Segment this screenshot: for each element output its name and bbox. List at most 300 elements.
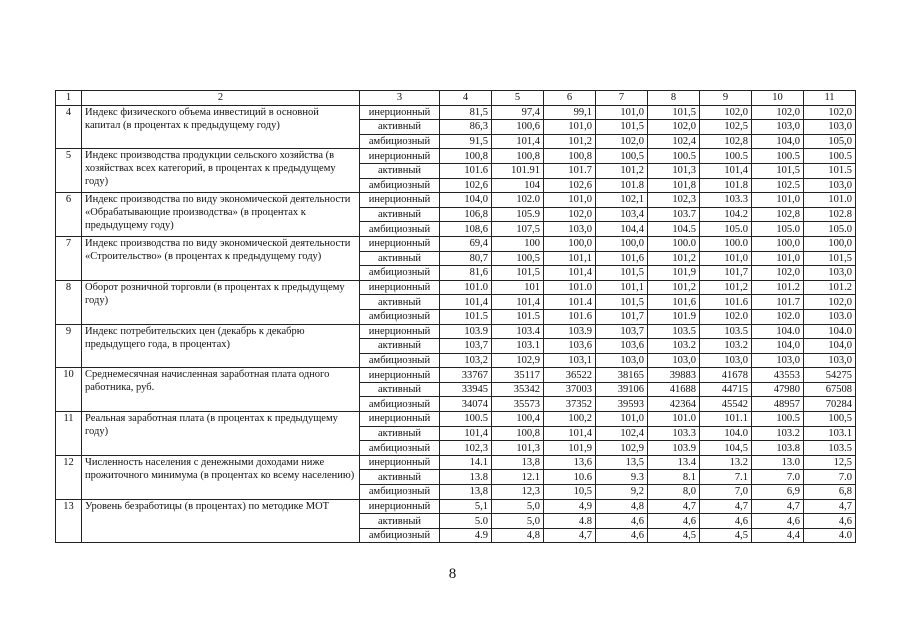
column-header: 7: [596, 91, 648, 106]
row-number: 5: [56, 149, 82, 193]
value-cell: 103.1: [804, 426, 856, 441]
value-cell: 101.2: [752, 280, 804, 295]
value-cell: 4,7: [648, 499, 700, 514]
scenario-label: активный: [360, 426, 440, 441]
value-cell: 101,5: [648, 105, 700, 120]
value-cell: 13,8: [440, 485, 492, 500]
value-cell: 4.0: [804, 528, 856, 543]
scenario-label: инерционный: [360, 412, 440, 427]
value-cell: 7.1: [700, 470, 752, 485]
value-cell: 101.5: [440, 309, 492, 324]
value-cell: 6,9: [752, 485, 804, 500]
indicator-name: Численность населения с денежными доходами ниже прожиточного минимума (в процентах ко всему населению): [82, 455, 360, 499]
value-cell: 101,5: [596, 266, 648, 281]
scenario-label: инерционный: [360, 368, 440, 383]
value-cell: 4,5: [700, 528, 752, 543]
value-cell: 101,6: [648, 295, 700, 310]
value-cell: 104.2: [700, 207, 752, 222]
value-cell: 100,8: [492, 426, 544, 441]
column-header: 3: [360, 91, 440, 106]
scenario-label: амбициозный: [360, 266, 440, 281]
value-cell: 100.0: [700, 236, 752, 251]
scenario-label: активный: [360, 470, 440, 485]
indicator-name: Уровень безработицы (в процентах) по методике МОТ: [82, 499, 360, 543]
value-cell: 103.3: [700, 193, 752, 208]
value-cell: 103,0: [544, 222, 596, 237]
value-cell: 105.0: [752, 222, 804, 237]
value-cell: 102,3: [440, 441, 492, 456]
value-cell: 101,0: [544, 193, 596, 208]
value-cell: 100.5: [752, 149, 804, 164]
page-number: 8: [448, 566, 457, 582]
value-cell: 101.0: [804, 193, 856, 208]
value-cell: 5,0: [492, 499, 544, 514]
value-cell: 103,0: [596, 353, 648, 368]
value-cell: 101,9: [544, 441, 596, 456]
value-cell: 103,0: [648, 353, 700, 368]
table-row: [56, 455, 856, 470]
scenario-label: инерционный: [360, 149, 440, 164]
value-cell: 102,6: [544, 178, 596, 193]
value-cell: 102,4: [596, 426, 648, 441]
value-cell: 104,0: [752, 134, 804, 149]
value-cell: 13,8: [492, 455, 544, 470]
value-cell: 4.8: [544, 514, 596, 529]
value-cell: 101,5: [596, 120, 648, 135]
value-cell: 103.5: [700, 324, 752, 339]
value-cell: 104.5: [648, 222, 700, 237]
value-cell: 80,7: [440, 251, 492, 266]
value-cell: 100,8: [544, 149, 596, 164]
value-cell: 86,3: [440, 120, 492, 135]
value-cell: 101.9: [648, 309, 700, 324]
value-cell: 100.5: [700, 149, 752, 164]
value-cell: 33945: [440, 382, 492, 397]
value-cell: 101,0: [596, 105, 648, 120]
value-cell: 4,5: [648, 528, 700, 543]
value-cell: 101,0: [544, 120, 596, 135]
value-cell: 103,7: [440, 339, 492, 354]
value-cell: 100,0: [804, 236, 856, 251]
value-cell: 7,0: [700, 485, 752, 500]
column-header: 2: [82, 91, 360, 106]
value-cell: 35573: [492, 397, 544, 412]
value-cell: 102,3: [648, 193, 700, 208]
value-cell: 104.0: [700, 426, 752, 441]
value-cell: 103,0: [752, 353, 804, 368]
value-cell: 100.5: [648, 149, 700, 164]
row-number: 11: [56, 412, 82, 456]
value-cell: 10,5: [544, 485, 596, 500]
value-cell: 102,9: [596, 441, 648, 456]
value-cell: 4,6: [752, 514, 804, 529]
value-cell: 103.5: [804, 441, 856, 456]
value-cell: 41688: [648, 382, 700, 397]
value-cell: 41678: [700, 368, 752, 383]
value-cell: 36522: [544, 368, 596, 383]
scenario-label: амбициозный: [360, 441, 440, 456]
indicator-name: Индекс производства продукции сельского хозяйства (в хозяйствах всех категорий, в процентах к предыдущему году): [82, 149, 360, 193]
value-cell: 102.0: [700, 309, 752, 324]
column-header: 5: [492, 91, 544, 106]
value-cell: 35117: [492, 368, 544, 383]
value-cell: 9.3: [596, 470, 648, 485]
value-cell: 101.4: [544, 295, 596, 310]
value-cell: 103,6: [596, 339, 648, 354]
value-cell: 8.1: [648, 470, 700, 485]
value-cell: 13.2: [700, 455, 752, 470]
column-header: 6: [544, 91, 596, 106]
value-cell: 103,0: [804, 120, 856, 135]
scenario-label: инерционный: [360, 455, 440, 470]
value-cell: 4,8: [596, 499, 648, 514]
scenario-label: инерционный: [360, 193, 440, 208]
value-cell: 102,8: [752, 207, 804, 222]
column-header: 4: [440, 91, 492, 106]
value-cell: 91,5: [440, 134, 492, 149]
indicator-name: Индекс производства по виду экономической деятельности «Строительство» (в процентах к предыдущему году): [82, 236, 360, 280]
value-cell: 103,0: [804, 178, 856, 193]
value-cell: 100,5: [596, 149, 648, 164]
value-cell: 101.8: [596, 178, 648, 193]
value-cell: 100.5: [752, 412, 804, 427]
value-cell: 4,7: [700, 499, 752, 514]
scenario-label: инерционный: [360, 324, 440, 339]
value-cell: 101: [492, 280, 544, 295]
value-cell: 101,2: [648, 280, 700, 295]
value-cell: 101.2: [804, 280, 856, 295]
value-cell: 4,8: [492, 528, 544, 543]
value-cell: 102,0: [752, 266, 804, 281]
value-cell: 101,3: [492, 441, 544, 456]
row-number: 12: [56, 455, 82, 499]
value-cell: 102.0: [752, 309, 804, 324]
value-cell: 102,6: [440, 178, 492, 193]
value-cell: 13.4: [648, 455, 700, 470]
value-cell: 100,6: [492, 120, 544, 135]
value-cell: 103.9: [648, 441, 700, 456]
value-cell: 102,0: [544, 207, 596, 222]
value-cell: 101,9: [648, 266, 700, 281]
value-cell: 101.6: [440, 163, 492, 178]
table-row: [56, 105, 856, 120]
value-cell: 102,0: [804, 105, 856, 120]
value-cell: 39106: [596, 382, 648, 397]
value-cell: 69,4: [440, 236, 492, 251]
indicator-name: Индекс потребительских цен (декабрь к декабрю предыдущего года, в процентах): [82, 324, 360, 368]
header-row: [56, 91, 856, 106]
value-cell: 39883: [648, 368, 700, 383]
value-cell: 101,0: [596, 412, 648, 427]
scenario-label: инерционный: [360, 236, 440, 251]
value-cell: 37003: [544, 382, 596, 397]
row-number: 13: [56, 499, 82, 543]
value-cell: 101.0: [648, 412, 700, 427]
value-cell: 101,2: [596, 163, 648, 178]
value-cell: 100.0: [648, 236, 700, 251]
value-cell: 101.91: [492, 163, 544, 178]
value-cell: 103,6: [544, 339, 596, 354]
table-row: [56, 280, 856, 295]
column-header: 8: [648, 91, 700, 106]
value-cell: 101,5: [596, 295, 648, 310]
value-cell: 103,2: [440, 353, 492, 368]
scenario-label: амбициозный: [360, 309, 440, 324]
column-header: 9: [700, 91, 752, 106]
value-cell: 101,2: [648, 251, 700, 266]
value-cell: 102,8: [700, 134, 752, 149]
value-cell: 97,4: [492, 105, 544, 120]
value-cell: 101,2: [700, 280, 752, 295]
value-cell: 106,8: [440, 207, 492, 222]
value-cell: 100,0: [752, 236, 804, 251]
value-cell: 101.7: [544, 163, 596, 178]
scenario-label: амбициозный: [360, 222, 440, 237]
row-number: 9: [56, 324, 82, 368]
value-cell: 102,0: [752, 105, 804, 120]
value-cell: 101,4: [440, 426, 492, 441]
value-cell: 101,7: [700, 266, 752, 281]
value-cell: 4.9: [440, 528, 492, 543]
table-row: [56, 149, 856, 164]
scenario-label: амбициозный: [360, 134, 440, 149]
value-cell: 103,4: [596, 207, 648, 222]
scenario-label: активный: [360, 251, 440, 266]
value-cell: 100.5: [440, 412, 492, 427]
value-cell: 101,6: [596, 251, 648, 266]
value-cell: 9,2: [596, 485, 648, 500]
value-cell: 5,1: [440, 499, 492, 514]
value-cell: 43553: [752, 368, 804, 383]
value-cell: 38165: [596, 368, 648, 383]
scenario-label: инерционный: [360, 105, 440, 120]
value-cell: 47980: [752, 382, 804, 397]
value-cell: 104,4: [596, 222, 648, 237]
value-cell: 4,6: [596, 528, 648, 543]
value-cell: 67508: [804, 382, 856, 397]
value-cell: 103.1: [492, 339, 544, 354]
value-cell: 101,0: [700, 251, 752, 266]
value-cell: 101.0: [440, 280, 492, 295]
value-cell: 4,6: [700, 514, 752, 529]
value-cell: 105,0: [804, 134, 856, 149]
value-cell: 101,5: [752, 163, 804, 178]
value-cell: 100,2: [544, 412, 596, 427]
value-cell: 104.0: [804, 324, 856, 339]
scenario-label: амбициозный: [360, 353, 440, 368]
value-cell: 81,5: [440, 105, 492, 120]
value-cell: 102,5: [700, 120, 752, 135]
indicator-name: Среднемесячная начисленная заработная плата одного работника, руб.: [82, 368, 360, 412]
value-cell: 102,4: [648, 134, 700, 149]
value-cell: 4,6: [804, 514, 856, 529]
value-cell: 102,0: [700, 105, 752, 120]
row-number: 6: [56, 193, 82, 237]
value-cell: 5.0: [440, 514, 492, 529]
value-cell: 4,6: [596, 514, 648, 529]
value-cell: 7.0: [752, 470, 804, 485]
value-cell: 44715: [700, 382, 752, 397]
indicator-name: Реальная заработная плата (в процентах к предыдущему году): [82, 412, 360, 456]
scenario-label: активный: [360, 514, 440, 529]
value-cell: 103.2: [752, 426, 804, 441]
value-cell: 7.0: [804, 470, 856, 485]
value-cell: 100,5: [492, 251, 544, 266]
column-header: 10: [752, 91, 804, 106]
value-cell: 105.0: [804, 222, 856, 237]
scenario-label: инерционный: [360, 280, 440, 295]
value-cell: 102.8: [804, 207, 856, 222]
value-cell: 101.6: [544, 309, 596, 324]
value-cell: 101.8: [700, 178, 752, 193]
scenario-label: амбициозный: [360, 528, 440, 543]
value-cell: 100: [492, 236, 544, 251]
table-row: [56, 193, 856, 208]
value-cell: 103,0: [752, 120, 804, 135]
table-body: [56, 105, 856, 543]
value-cell: 33767: [440, 368, 492, 383]
value-cell: 102,0: [596, 134, 648, 149]
value-cell: 54275: [804, 368, 856, 383]
value-cell: 101,8: [648, 178, 700, 193]
table-row: [56, 368, 856, 383]
row-number: 8: [56, 280, 82, 324]
scenario-label: амбициозный: [360, 485, 440, 500]
value-cell: 103,0: [804, 353, 856, 368]
value-cell: 104,0: [752, 339, 804, 354]
value-cell: 103,1: [544, 353, 596, 368]
value-cell: 35342: [492, 382, 544, 397]
scenario-label: активный: [360, 207, 440, 222]
value-cell: 100,5: [804, 412, 856, 427]
value-cell: 6,8: [804, 485, 856, 500]
value-cell: 103.3: [648, 426, 700, 441]
value-cell: 37352: [544, 397, 596, 412]
value-cell: 4,7: [752, 499, 804, 514]
value-cell: 101.7: [752, 295, 804, 310]
value-cell: 4,6: [648, 514, 700, 529]
value-cell: 70284: [804, 397, 856, 412]
value-cell: 104,5: [700, 441, 752, 456]
value-cell: 5,0: [492, 514, 544, 529]
value-cell: 81,6: [440, 266, 492, 281]
indicators-table: [55, 90, 856, 543]
value-cell: 103,0: [804, 266, 856, 281]
value-cell: 101.5: [804, 163, 856, 178]
value-cell: 103.2: [700, 339, 752, 354]
column-header: 11: [804, 91, 856, 106]
value-cell: 12.1: [492, 470, 544, 485]
value-cell: 100,0: [544, 236, 596, 251]
value-cell: 48957: [752, 397, 804, 412]
value-cell: 101,5: [804, 251, 856, 266]
value-cell: 103,7: [596, 324, 648, 339]
value-cell: 104,0: [804, 339, 856, 354]
indicator-name: Оборот розничной торговли (в процентах к предыдущему году): [82, 280, 360, 324]
value-cell: 108,6: [440, 222, 492, 237]
value-cell: 101,4: [492, 295, 544, 310]
value-cell: 12,5: [804, 455, 856, 470]
value-cell: 101,4: [544, 266, 596, 281]
value-cell: 10.6: [544, 470, 596, 485]
value-cell: 102,1: [596, 193, 648, 208]
row-number: 4: [56, 105, 82, 149]
value-cell: 101,4: [700, 163, 752, 178]
column-header: 1: [56, 91, 82, 106]
value-cell: 42364: [648, 397, 700, 412]
value-cell: 101,1: [596, 280, 648, 295]
value-cell: 102,9: [492, 353, 544, 368]
value-cell: 101,0: [752, 251, 804, 266]
value-cell: 100,8: [440, 149, 492, 164]
value-cell: 101,0: [752, 193, 804, 208]
value-cell: 100,0: [596, 236, 648, 251]
value-cell: 4,4: [752, 528, 804, 543]
value-cell: 103.2: [648, 339, 700, 354]
value-cell: 13,6: [544, 455, 596, 470]
indicator-name: Индекс физического объема инвестиций в основной капитал (в процентах к предыдущему году): [82, 105, 360, 149]
value-cell: 105.9: [492, 207, 544, 222]
row-number: 7: [56, 236, 82, 280]
value-cell: 101,2: [544, 134, 596, 149]
value-cell: 103.9: [440, 324, 492, 339]
value-cell: 104,0: [440, 193, 492, 208]
value-cell: 4,7: [544, 528, 596, 543]
value-cell: 101,1: [544, 251, 596, 266]
value-cell: 102,0: [804, 295, 856, 310]
table-row: [56, 412, 856, 427]
scenario-label: активный: [360, 382, 440, 397]
scenario-label: амбициозный: [360, 397, 440, 412]
value-cell: 105.0: [700, 222, 752, 237]
value-cell: 103.5: [648, 324, 700, 339]
value-cell: 107,5: [492, 222, 544, 237]
value-cell: 101,4: [544, 426, 596, 441]
value-cell: 101,5: [492, 266, 544, 281]
value-cell: 14.1: [440, 455, 492, 470]
value-cell: 100.5: [804, 149, 856, 164]
value-cell: 12,3: [492, 485, 544, 500]
row-number: 10: [56, 368, 82, 412]
value-cell: 102.5: [752, 178, 804, 193]
value-cell: 103,0: [700, 353, 752, 368]
value-cell: 103.8: [752, 441, 804, 456]
value-cell: 101,7: [596, 309, 648, 324]
scenario-label: активный: [360, 295, 440, 310]
value-cell: 100,8: [492, 149, 544, 164]
indicator-name: Индекс производства по виду экономической деятельности «Обрабатывающие производства» (в процентах к предыдущему году): [82, 193, 360, 237]
value-cell: 103.9: [544, 324, 596, 339]
value-cell: 101,3: [648, 163, 700, 178]
scenario-label: активный: [360, 339, 440, 354]
scenario-label: активный: [360, 163, 440, 178]
value-cell: 4,7: [804, 499, 856, 514]
table-row: [56, 236, 856, 251]
value-cell: 104.0: [752, 324, 804, 339]
value-cell: 104: [492, 178, 544, 193]
scenario-label: инерционный: [360, 499, 440, 514]
value-cell: 13.8: [440, 470, 492, 485]
value-cell: 101.1: [700, 412, 752, 427]
scenario-label: активный: [360, 120, 440, 135]
value-cell: 103.4: [492, 324, 544, 339]
value-cell: 8,0: [648, 485, 700, 500]
value-cell: 4,9: [544, 499, 596, 514]
value-cell: 13,5: [596, 455, 648, 470]
table-row: [56, 324, 856, 339]
value-cell: 102.0: [492, 193, 544, 208]
value-cell: 101.5: [492, 309, 544, 324]
